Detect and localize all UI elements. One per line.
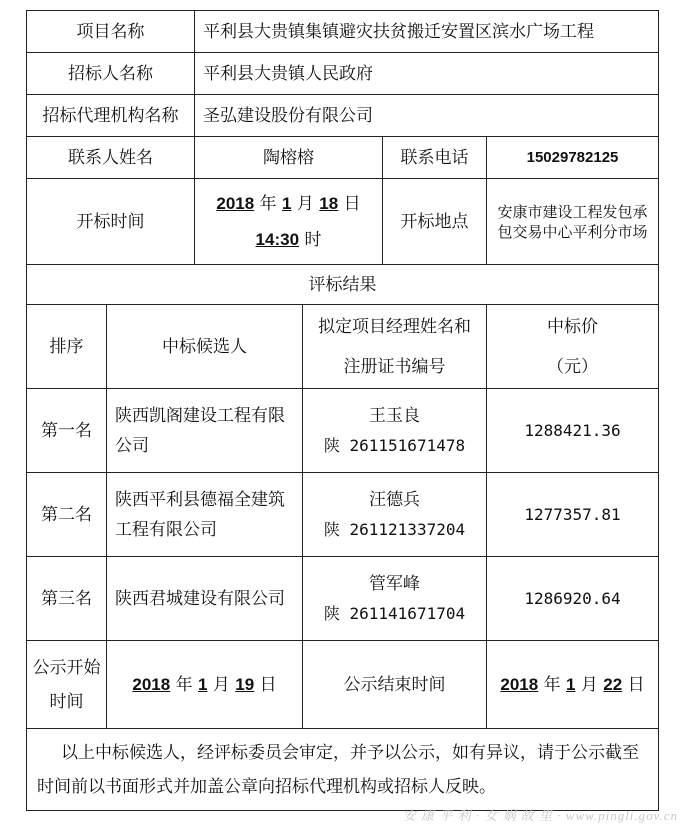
day-unit: 日 xyxy=(259,674,277,695)
table-row xyxy=(27,557,659,641)
manager-cert: 陕 261121337204 xyxy=(323,519,466,539)
manager-name: 王玉良 xyxy=(369,405,420,426)
publicity-end-value xyxy=(487,641,659,729)
day-unit: 日 xyxy=(343,193,361,214)
opening-date xyxy=(199,186,378,222)
rank-cell: 第二名 xyxy=(27,473,107,557)
header-candidate: 中标候选人 xyxy=(107,305,303,389)
hour-unit: 时 xyxy=(304,229,322,250)
agency-label: 招标代理机构名称 xyxy=(27,95,195,137)
candidate-cell: 陕西凯阁建设工程有限公司 xyxy=(107,389,303,473)
publicity-start-year: 2018 xyxy=(132,674,171,694)
publicity-start-label: 公示开始时间 xyxy=(27,641,107,729)
header-price-line1: 中标价 xyxy=(547,316,598,337)
manager-cell xyxy=(303,557,487,641)
table-row xyxy=(27,389,659,473)
opening-time-value xyxy=(195,179,383,265)
project-name-label: 项目名称 xyxy=(27,11,195,53)
contact-name-label: 联系人姓名 xyxy=(27,137,195,179)
month-unit: 月 xyxy=(212,674,230,695)
year-unit: 年 xyxy=(175,674,193,695)
opening-place-value: 安康市建设工程发包承包交易中心平利分市场 xyxy=(487,179,659,265)
contact-phone-label: 联系电话 xyxy=(383,137,487,179)
header-price xyxy=(487,305,659,389)
candidate-cell: 陕西君城建设有限公司 xyxy=(107,557,303,641)
manager-cert: 陕 261141671704 xyxy=(323,603,466,623)
manager-name: 汪德兵 xyxy=(369,489,420,510)
year-unit: 年 xyxy=(259,193,277,214)
result-title: 评标结果 xyxy=(27,265,659,305)
tenderer-value: 平利县大贵镇人民政府 xyxy=(195,53,659,95)
header-manager-line2: 注册证书编号 xyxy=(343,356,446,377)
manager-name: 管军峰 xyxy=(369,573,420,594)
contact-phone-value: 15029782125 xyxy=(487,137,659,179)
header-manager xyxy=(303,305,487,389)
table-row xyxy=(27,473,659,557)
tenderer-label: 招标人名称 xyxy=(27,53,195,95)
publicity-start-day: 19 xyxy=(235,674,255,694)
month-unit: 月 xyxy=(296,193,314,214)
rank-cell: 第一名 xyxy=(27,389,107,473)
agency-value: 圣弘建设股份有限公司 xyxy=(195,95,659,137)
candidate-cell: 陕西平利县德福全建筑工程有限公司 xyxy=(107,473,303,557)
publicity-start-value xyxy=(107,641,303,729)
price-cell: 1288421.36 xyxy=(487,389,659,473)
opening-hour xyxy=(199,222,378,258)
day-unit: 日 xyxy=(627,674,645,695)
publicity-start-month: 1 xyxy=(198,674,208,694)
header-rank: 排序 xyxy=(27,305,107,389)
opening-month: 1 xyxy=(282,193,292,213)
opening-place-label: 开标地点 xyxy=(383,179,487,265)
rank-cell: 第三名 xyxy=(27,557,107,641)
notice-text: 以上中标候选人，经评标委员会审定，并予以公示，如有异议，请于公示截至时间前以书面形式并加盖公章向招标代理机构或招标人反映。 xyxy=(27,729,659,811)
year-unit: 年 xyxy=(543,674,561,695)
bid-result-table xyxy=(26,10,659,811)
project-name-value: 平利县大贵镇集镇避灾扶贫搬迁安置区滨水广场工程 xyxy=(195,11,659,53)
manager-cell xyxy=(303,473,487,557)
publicity-end-label: 公示结束时间 xyxy=(303,641,487,729)
publicity-end-month: 1 xyxy=(566,674,576,694)
site-watermark: 安 康 平 利 · 女 娲 故 里 · www.pingli.gov.cn xyxy=(402,808,678,823)
opening-year: 2018 xyxy=(216,193,255,213)
price-cell: 1286920.64 xyxy=(487,557,659,641)
opening-day: 18 xyxy=(319,193,339,213)
publicity-end-year: 2018 xyxy=(500,674,539,694)
contact-name-value: 陶榕榕 xyxy=(195,137,383,179)
month-unit: 月 xyxy=(580,674,598,695)
publicity-end-day: 22 xyxy=(603,674,623,694)
manager-cert: 陕 261151671478 xyxy=(323,435,466,455)
manager-cell xyxy=(303,389,487,473)
opening-time-label: 开标时间 xyxy=(27,179,195,265)
price-cell: 1277357.81 xyxy=(487,473,659,557)
header-price-line2: （元） xyxy=(547,356,598,377)
opening-hour-value: 14:30 xyxy=(255,229,300,249)
header-manager-line1: 拟定项目经理姓名和 xyxy=(318,316,471,337)
